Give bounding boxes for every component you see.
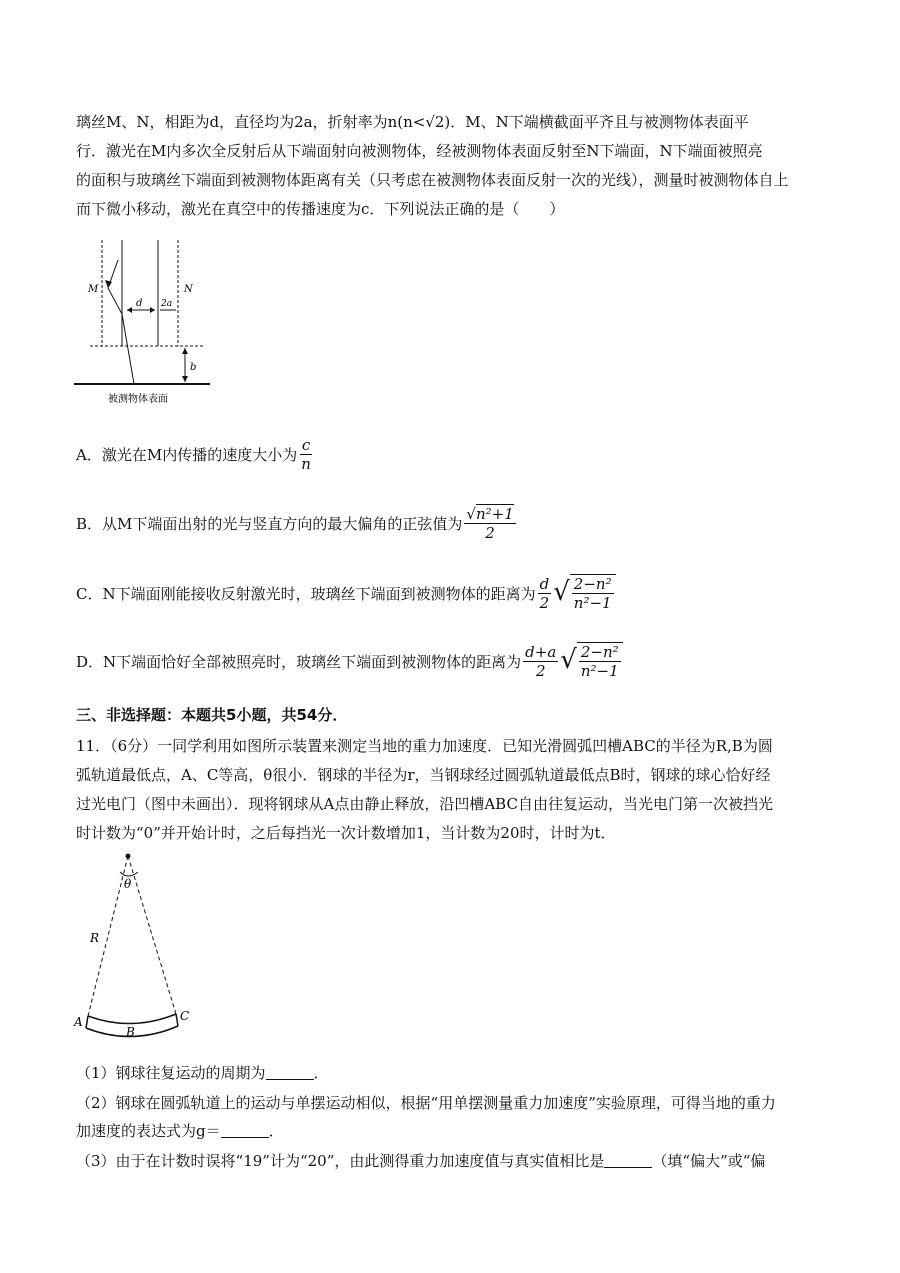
arc-groove-diagram <box>72 850 202 1050</box>
q11-line-1: 11．（6分）一同学利用如图所示装置来测定当地的重力加速度．已知光滑圆弧凹槽ABC的半径为R,B为圆 <box>76 737 773 755</box>
stem-line-2: 行．激光在M内多次全反射后从下端面射向被测物体，经被测物体表面反射至N下端面，N下端面被照亮 <box>76 142 763 160</box>
section-title: 三、非选择题：本题共5小题，共54分． <box>76 706 348 724</box>
option-b <box>76 504 518 542</box>
option-c-text: C．N下端面刚能接收反射激光时，玻璃丝下端面到被测物体的距离为 <box>76 584 536 603</box>
option-d-fraction: $\frac{d+a}{2}$ <box>525 642 557 680</box>
sub-question-2-line-2: 加速度的表达式为g＝ ． <box>76 1122 284 1140</box>
arc-top <box>88 1014 176 1024</box>
option-d-text: D．N下端面恰好全部被照亮时，玻璃丝下端面到被测物体的距离为 <box>76 652 522 671</box>
label-r: R <box>90 931 100 945</box>
option-b-fraction: √ n²+1 2 <box>466 504 514 542</box>
option-b-text: B．从M下端面出射的光与竖直方向的最大偏角的正弦值为 <box>76 514 463 533</box>
option-a-text: A．激光在M内传播的速度大小为 <box>76 446 298 464</box>
label-theta: θ <box>124 877 132 891</box>
answer-blank-1[interactable] <box>266 1065 314 1080</box>
q11-line-2: 弧轨道最低点，A、C等高，θ很小．钢球的半径为r，当钢球经过圆弧轨道最低点B时，钢球的球心恰好经 <box>76 766 771 784</box>
sub-question-3: （3）由于在计数时误将“19”计为“20”，由此测得重力加速度值与真实值相比是 （填“偏大”或“偏 <box>76 1152 766 1170</box>
q11-line-4: 时计数为“0”并开始计时，之后每挡光一次计数增加1，当计数为20时，计时为t． <box>76 824 616 842</box>
sub-question-2-line-1: （2）钢球在圆弧轨道上的运动与单摆运动相似，根据“用单摆测量重力加速度”实验原理，可得当地的重力 <box>76 1094 776 1112</box>
question-11-stem <box>76 732 828 848</box>
fiber-diagram <box>70 238 220 410</box>
answer-blank-2[interactable] <box>221 1123 269 1138</box>
option-d-radical: √ $\frac{\text{2−n²}}{\text{n²−1}}$ <box>560 642 622 680</box>
option-c-fraction: $\frac{d}{2}$ <box>539 574 550 612</box>
stem-line-4: 而下微小移动，激光在真空中的传播速度为c．下列说法正确的是（ ） <box>76 200 565 218</box>
theta-arc <box>120 872 138 876</box>
sub-question-1: （1）钢球往复运动的周期为 ． <box>76 1064 329 1082</box>
surface-caption: 被测物体表面 <box>108 394 168 405</box>
q11-line-3: 过光电门（图中未画出）．现将钢球从A点由静止释放，沿凹槽ABC自由往复运动，当光电门第一次被挡光 <box>76 795 773 813</box>
option-a-fraction: $\frac{c}{n}$ <box>301 436 311 473</box>
option-c-radical: √ $\frac{\text{2−n²}}{\text{n²−1}}$ <box>553 574 615 612</box>
label-m: M <box>88 284 99 295</box>
label-b-point: B <box>126 1025 135 1039</box>
option-a <box>76 436 315 473</box>
stem-line-3: 的面积与玻璃丝下端面到被测物体距离有关（只考虑在被测物体表面反射一次的光线），测量时被测物体自上 <box>76 171 789 189</box>
stem-line-1: 璃丝M、N，相距为d，直径均为2a，折射率为n(n<√2)．M、N下端横截面平齐且与被测物体表面平 <box>76 113 749 131</box>
label-n: N <box>184 284 193 295</box>
label-b: b <box>190 362 197 373</box>
label-c: C <box>180 1009 190 1023</box>
laser-path <box>108 260 134 384</box>
option-d <box>76 642 623 680</box>
answer-blank-3[interactable] <box>604 1153 652 1168</box>
label-a: A <box>74 1015 83 1029</box>
label-2a: 2a <box>161 299 173 309</box>
radius-line-right <box>128 856 176 1014</box>
label-d: d <box>136 298 143 309</box>
question-10-stem <box>76 108 828 224</box>
option-c <box>76 574 616 612</box>
